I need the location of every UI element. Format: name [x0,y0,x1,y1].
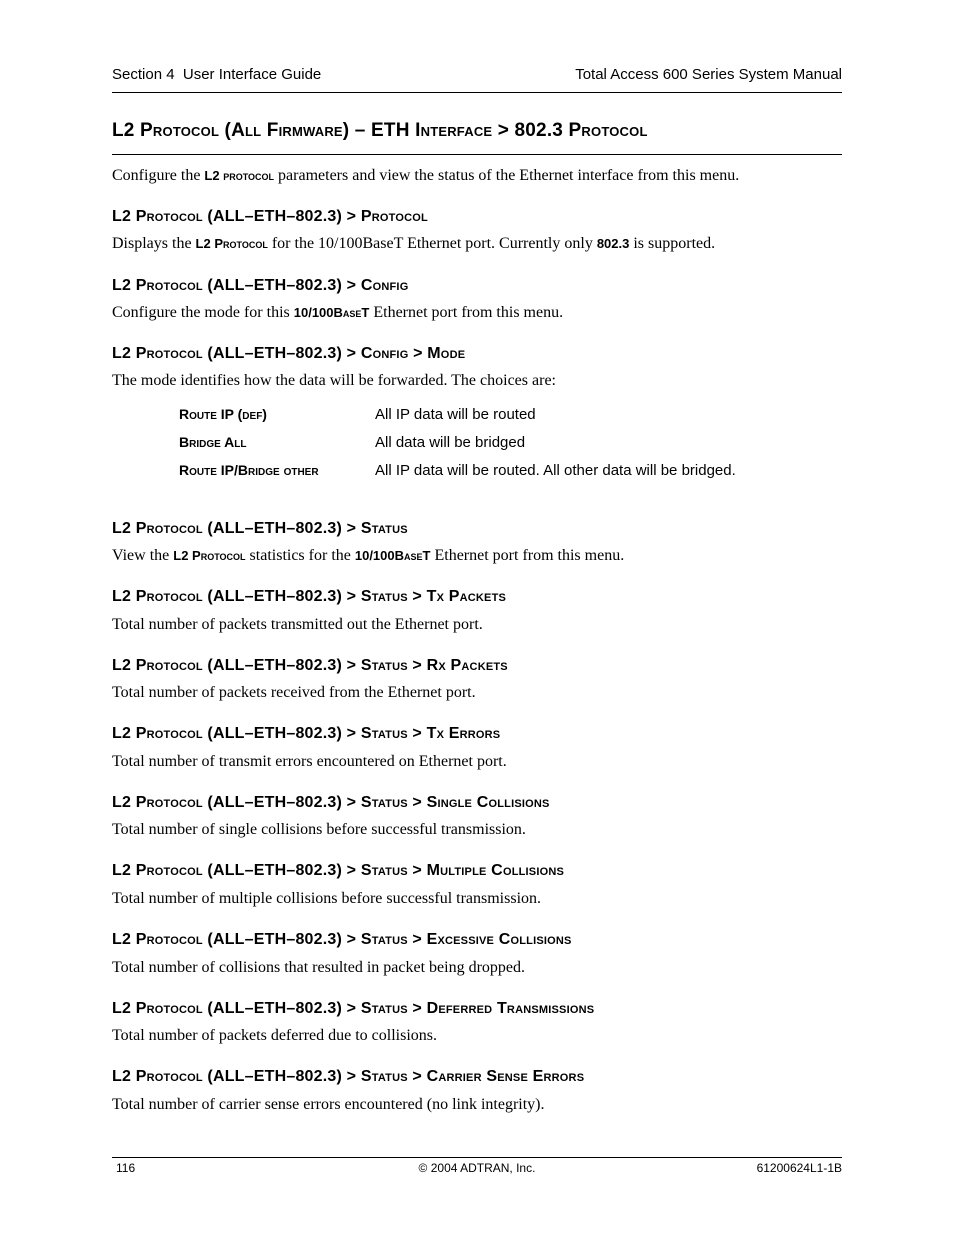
copyright: © 2004 ADTRAN, Inc. [418,1161,536,1175]
paragraph-status [112,546,842,566]
keyword: 10/100BaseT [354,548,431,563]
page-footer [112,1157,842,1181]
choice-description: All IP data will be routed [375,406,536,423]
paragraph-deferred-transmissions: Total number of packets deferred due to collisions. [112,1027,437,1044]
paragraph-protocol [112,234,842,254]
heading-config: L2 Protocol (ALL–ETH–802.3) > Config [112,277,409,294]
paragraph-mode: The mode identifies how the data will be forwarded. The choices are: [112,372,556,389]
header-manual-title: Total Access 600 Series System Manual [575,66,842,83]
heading-protocol: L2 Protocol (ALL–ETH–802.3) > Protocol [112,208,428,225]
keyword: L2 Protocol [173,548,246,563]
text: Ethernet port from this menu. [430,547,625,564]
choice-label: Route IP (def) [179,406,267,422]
paragraph-config [112,303,842,323]
text: Configure the mode for this [112,304,294,321]
heading-tx-errors: L2 Protocol (ALL–ETH–802.3) > Status > Tx Errors [112,725,501,742]
header-section-label: Section 4 User Interface Guide [112,66,322,83]
choice-description: All IP data will be routed. All other data will be bridged. [375,462,736,479]
text: for the 10/100BaseT Ethernet port. Currently only [267,235,597,252]
intro-text-pre: Configure the [112,167,205,184]
intro-text-post: parameters and view the status of the Ethernet interface from this menu. [274,167,740,184]
text: Displays the [112,235,196,252]
choice-description: All data will be bridged [375,434,526,451]
page-title: L2 Protocol (All Firmware) – ETH Interface > 802.3 Protocol [112,120,842,155]
paragraph-tx-packets: Total number of packets transmitted out the Ethernet port. [112,616,483,633]
paragraph-rx-packets: Total number of packets received from the Ethernet port. [112,684,476,701]
choice-label: Route IP/Bridge other [179,462,319,478]
heading-multiple-collisions: L2 Protocol (ALL–ETH–802.3) > Status > Multiple Collisions [112,862,565,879]
paragraph-tx-errors: Total number of transmit errors encountered on Ethernet port. [112,753,507,770]
running-header [112,66,842,93]
heading-deferred-transmissions: L2 Protocol (ALL–ETH–802.3) > Status > Deferred Transmissions [112,1000,595,1017]
text: View the [112,547,174,564]
keyword: 802.3 [596,236,630,251]
heading-excessive-collisions: L2 Protocol (ALL–ETH–802.3) > Status > Excessive Collisions [112,931,572,948]
keyword: L2 Protocol [195,236,268,251]
paragraph-excessive-collisions: Total number of collisions that resulted in packet being dropped. [112,959,525,976]
text: statistics for the [245,547,355,564]
paragraph-multiple-collisions: Total number of multiple collisions before successful transmission. [112,890,542,907]
text: Ethernet port from this menu. [369,304,564,321]
heading-carrier-sense-errors: L2 Protocol (ALL–ETH–802.3) > Status > Carrier Sense Errors [112,1068,585,1085]
heading-status: L2 Protocol (ALL–ETH–802.3) > Status [112,520,408,537]
text: is supported. [629,235,716,252]
mode-choices-table [179,406,799,490]
choice-row [179,406,799,434]
paragraph-single-collisions: Total number of single collisions before successful transmission. [112,821,526,838]
heading-mode: L2 Protocol (ALL–ETH–802.3) > Config > Mode [112,345,466,362]
choice-label: Bridge All [179,434,247,450]
paragraph-carrier-sense-errors: Total number of carrier sense errors encountered (no link integrity). [112,1096,545,1113]
document-number: 61200624L1-1B [756,1161,842,1175]
heading-single-collisions: L2 Protocol (ALL–ETH–802.3) > Status > Single Collisions [112,794,550,811]
keyword: 10/100BaseT [293,305,370,320]
choice-row [179,434,799,462]
heading-tx-packets: L2 Protocol (ALL–ETH–802.3) > Status > Tx Packets [112,588,507,605]
heading-rx-packets: L2 Protocol (ALL–ETH–802.3) > Status > Rx Packets [112,657,508,674]
choice-row [179,462,799,490]
page-number: 116 [116,1161,136,1175]
intro-keyword: L2 protocol [204,168,275,183]
intro-paragraph [112,166,842,186]
